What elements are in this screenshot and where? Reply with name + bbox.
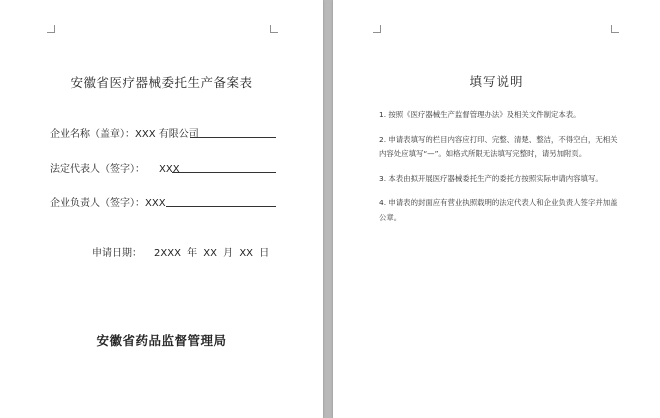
document-page-left <box>0 0 323 418</box>
form-title: 安徽省医疗器械委托生产备案表 <box>70 75 253 90</box>
instructions-title: 填写说明 <box>469 74 524 89</box>
application-date <box>92 244 269 259</box>
instructions-list <box>379 108 619 235</box>
instruction-item: 3. 本表由拟开展医疗器械委托生产的委托方按照实际申请内容填写。 <box>379 173 603 183</box>
instruction-item: 4. 申请表的封面应有营业执照载明的法定代表人和企业负责人签字并加盖公章。 <box>379 198 618 222</box>
company-principal-field <box>50 194 166 209</box>
company-name-field <box>50 125 199 140</box>
issuing-authority: 安徽省药品监督管理局 <box>96 333 227 348</box>
page-corner-mark <box>270 25 278 33</box>
legal-representative-value: XXX <box>159 164 180 175</box>
legal-representative-field <box>50 160 180 175</box>
instruction-item: 1. 按照《医疗器械生产监督管理办法》及相关文件制定本表。 <box>379 110 581 119</box>
legal-representative-label: 法定代表人（签字）： <box>50 164 145 175</box>
application-date-value: 2XXX 年 XX 月 XX 日 <box>154 248 270 259</box>
page-corner-mark <box>47 25 55 33</box>
company-name-value: XXX 有限公司 <box>135 129 199 140</box>
company-principal-label: 企业负责人（签字）： <box>50 198 145 209</box>
company-principal-value: XXX <box>145 198 166 209</box>
page-corner-mark <box>373 25 381 33</box>
page-corner-mark <box>611 25 619 33</box>
company-principal-line <box>166 206 276 207</box>
document-page-right <box>333 0 660 418</box>
instruction-item: 2. 申请表填写的栏目内容应打印、完整、清楚、整洁，不得空白，无相关内容处应填写“—”。如格式所限无法填写完整时，请另加附页。 <box>379 134 618 158</box>
legal-representative-line <box>172 172 276 173</box>
company-name-label: 企业名称（盖章）： <box>50 129 135 140</box>
company-name-line <box>190 137 276 138</box>
application-date-label: 申请日期： <box>92 248 142 259</box>
